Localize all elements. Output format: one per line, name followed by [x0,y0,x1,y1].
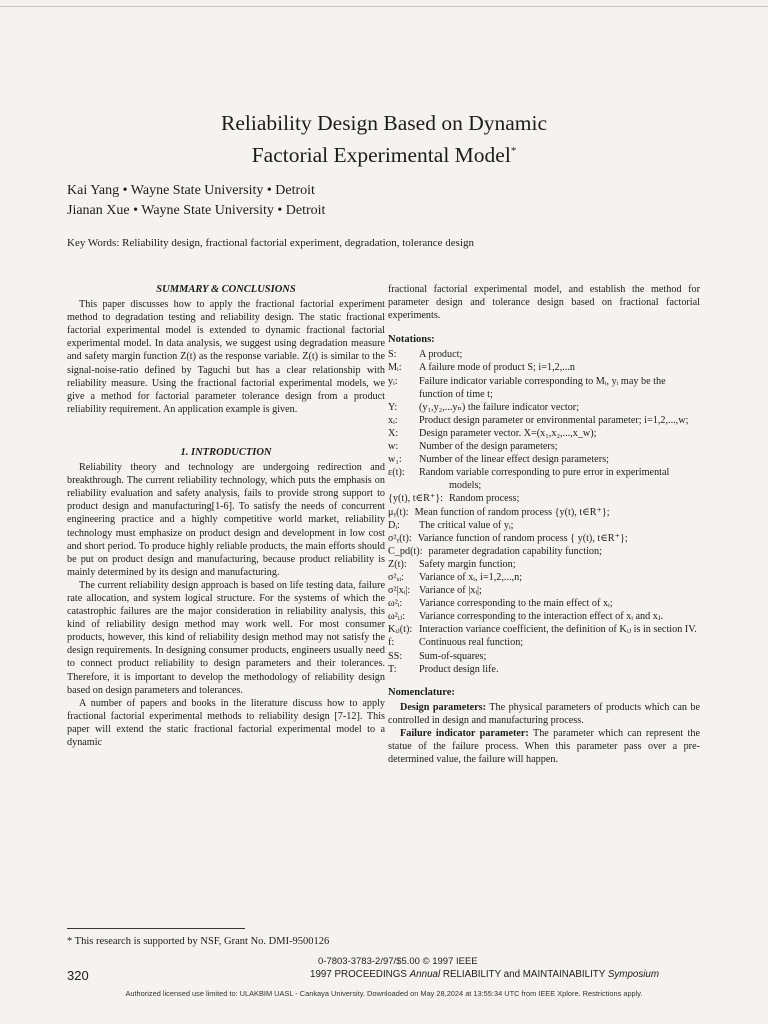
notation-definition: Variance function of random process { y(t), t∈R⁺}; [417,532,628,544]
nomenclature-term: Design parameters: [400,701,487,713]
notation-definition: Mean function of random process {y(t), t∈R⁺}; [414,506,610,518]
notation-symbol: yᵢ: [388,375,398,387]
notation-item [388,545,700,558]
nomenclature-list [388,701,700,766]
title-footnote-mark: * [510,145,517,157]
notation-definition: Variance of |xᵢ|; [419,585,482,597]
proceedings-symposium: Symposium [607,969,660,980]
notation-symbol: Kᵢⱼ(t): [388,624,413,636]
footnote-rule [67,928,245,929]
proceedings-line [310,969,659,980]
notation-item [388,650,700,663]
notation-symbol: Dᵢ: [388,519,400,531]
introduction-heading: 1. INTRODUCTION [180,446,272,458]
notation-item [388,361,700,374]
nomenclature-text: The parameter which can represent the statue of the failure process. When this parameter pass over a pre-determined value, the failure will happen. [388,728,700,766]
nomenclature-heading: Nomenclature: [388,686,455,698]
notation-item [388,636,700,649]
notation-symbol: Mᵢ: [388,362,402,374]
notation-definition: Number of the design parameters; [419,441,558,453]
notation-item [388,348,700,361]
nomenclature-text: The physical parameters of products which can be controlled in design and manufacturing process. [388,701,700,726]
notation-item [388,492,700,505]
page-number: 320 [67,968,89,983]
notation-definition: Safety margin function; [419,558,516,570]
notation-item [388,623,700,636]
notation-symbol: T: [388,663,397,675]
notation-symbol: Y: [388,401,398,413]
notation-definition: Random process; [448,493,520,505]
notation-item [388,584,700,597]
paper-title-text: Factorial Experimental Model [251,143,511,168]
right-column [388,283,700,766]
notation-definition: Product design life. [419,663,499,675]
notation-symbol: S: [388,349,397,361]
notations-heading: Notations: [388,334,435,346]
notation-item [388,558,700,571]
notation-definition: Product design parameter or environmental parameter; i=1,2,...,w; [419,414,689,426]
notation-symbol: C_pd(t): [388,545,423,557]
paper-title-line-1: Reliability Design Based on Dynamic [220,111,548,135]
notation-symbol: xᵢ: [388,414,398,426]
proceedings-annual: Annual [409,969,441,980]
notation-item [388,440,700,453]
intro-paragraph-3: A number of papers and books in the literature discuss how to apply fractional factorial experimental methods to reliability design [7-12]. This paper will extend the static fractional factorial experimental model to a dynamic [67,697,385,748]
notation-item [388,663,700,676]
notation-item [388,401,700,414]
notation-item [388,375,700,401]
intro-continuation: fractional factorial experimental model, and establish the method for parameter design and tolerance design based on fractional factorial experiments. [388,284,700,322]
notation-item [388,532,700,545]
summary-heading: SUMMARY & CONCLUSIONS [156,284,296,295]
funding-footnote: * This research is supported by NSF, Grant No. DMI-9500126 [67,936,330,947]
notation-definition: Failure indicator variable corresponding to Mᵢ, yᵢ may be the function of time t; [419,375,666,400]
notation-symbol: ω²ᵢ: [388,598,403,610]
notation-symbol: ε(t): [388,467,405,479]
notation-item [388,427,700,440]
notation-symbol: w₁: [388,454,402,466]
nomenclature-item [388,701,700,727]
summary-text: This paper discusses how to apply the fractional factorial experiment method to degradation testing and reliability design. The static fractional factorial experimental model is extended to dynamic fractional factorial experimental model. In data analysis, we suggest using degradation measure and safety margin function Z(t) as the response variable. Z(t) is similar to the signal-noise-ratio defined by Taguchi but has a clear relationship with reliability measure. Using the fractional factorial experimental models, we give a method for factorial parameter tolerance design from a product reliability requirement. An application example is given. [67,299,385,415]
notation-item [388,610,700,623]
notation-item [388,453,700,466]
proceedings-middle: RELIABILITY and MAINTAINABILITY [440,969,608,980]
notation-symbol: {y(t), t∈R⁺}: [388,493,443,505]
notation-item [388,506,700,519]
nomenclature-term: Failure indicator parameter: [400,728,529,739]
notation-definition: Continuous real function; [419,637,524,649]
top-rule [0,6,768,7]
notation-item [388,519,700,532]
notation-symbol: w: [388,441,399,453]
notation-item [388,571,700,584]
notation-symbol: ω²ᵢⱼ: [388,611,405,623]
author-2: Jianan Xue • Wayne State University • Detroit [67,203,326,218]
notation-symbol: X: [388,427,399,439]
nomenclature-item [388,727,700,766]
notation-definition: Variance of xᵢ, i=1,2,...,n; [419,571,523,583]
author-1: Kai Yang • Wayne State University • Detroit [67,183,315,198]
left-column [67,283,385,749]
notation-definition: A product; [419,349,463,361]
notation-definition: Random variable corresponding to pure error in experimental models; [419,467,670,492]
notation-item [388,414,700,427]
notation-definition: Interaction variance coefficient, the definition of Kᵢⱼ is in section IV. [419,624,697,636]
notation-symbol: σ²ᵧ(t): [388,532,412,544]
intro-paragraph-1: Reliability theory and technology are undergoing redirection and breakthrough. The current reliability technology, which puts the emphasis on reliability evaluation and safety analysis, fails to provide strong support to product design and manufacturing[1-6]. To satisfy the needs of concurrent engineering practice and a highly competitive world market, reliability technology must emphasize on product design and development in low cost and short period. To produce highly reliable products, the main efforts should be put on product design and manufacturing, because product reliability is mainly determined by its design and manufacturing. [67,462,385,578]
notation-definition: Design parameter vector. X=(x₁,x₂,...,x_w); [419,427,597,439]
notation-definition: parameter degradation capability function; [428,545,602,557]
keywords: Key Words: Reliability design, fractional factorial experiment, degradation, tolerance design [67,237,474,249]
notation-definition: Number of the linear effect design parameters; [419,454,609,466]
proceedings-prefix: 1997 PROCEEDINGS [310,969,410,980]
notation-definition: Sum-of-squares; [419,650,487,662]
notation-symbol: σ²ₓᵢ: [388,571,404,583]
notation-symbol: f: [388,637,395,649]
notation-definition: Variance corresponding to the main effect of xᵢ; [419,598,613,610]
notation-symbol: Z(t): [388,558,407,570]
notation-symbol: μᵧ(t): [388,506,409,518]
notation-item [388,466,700,492]
notation-definition: The critical value of yᵢ; [419,519,514,531]
copyright-line: 0-7803-3783-2/97/$5.00 © 1997 IEEE [318,956,478,967]
license-notice: Authorized licensed use limited to: ULAKBIM UASL - Cankaya University. Downloaded on May 28,2024 at 13:55:34 UTC from IEEE Xplore. Restrictions apply. [125,989,643,998]
notation-definition: (y₁,y₂,...yₙ) the failure indicator vector; [419,401,580,413]
notation-symbol: σ²|xᵢ|: [388,585,411,597]
notation-item [388,597,700,610]
intro-paragraph-2: The current reliability design approach is based on life testing data, failure rate allocation, and system logical structure. For the systems of which the catastrophic failures are the major consideration in reliability analysis, this kind of reliability design method may work well. For most consumer products, however, this kind of reliability design method may not satisfy the design requirements. In designing consumer products, engineers usually need to connect product reliability to design parameters and their tolerances. Therefore, it is important to develop the methodology of reliability design based on design parameters and tolerances. [67,579,385,696]
paper-title-line-2 [0,137,768,169]
notation-symbol: SS: [388,650,403,662]
notations-list [388,348,700,675]
notation-definition: A failure mode of product S; i=1,2,...n [419,362,575,374]
notation-definition: Variance corresponding to the interaction effect of xᵢ and xⱼ. [419,611,664,623]
